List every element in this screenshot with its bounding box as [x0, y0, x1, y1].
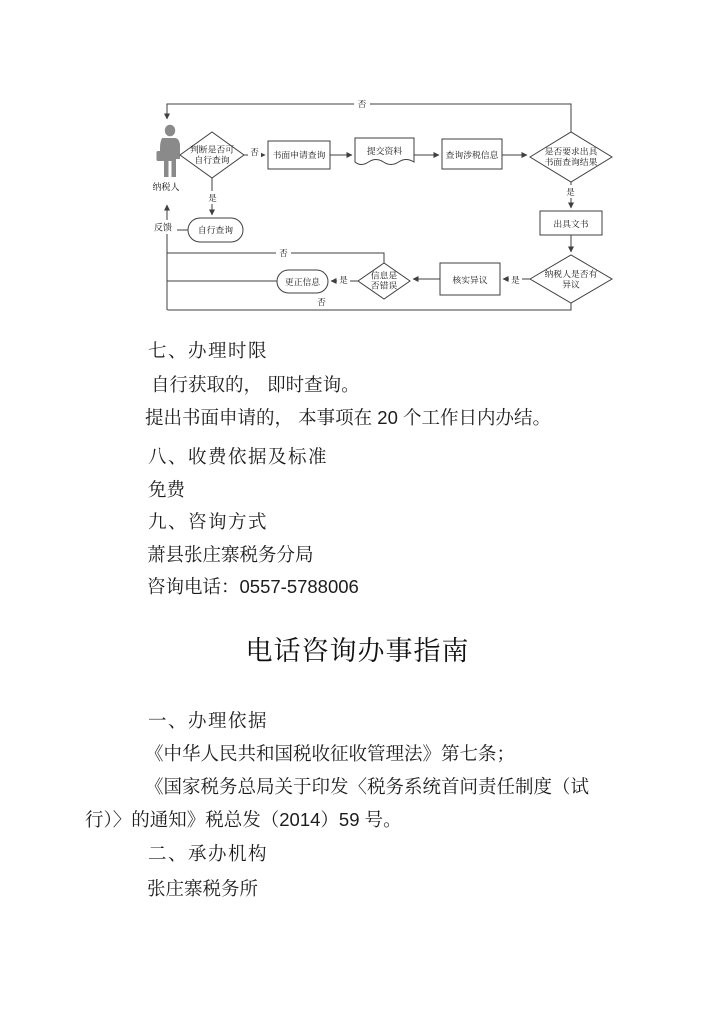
heading-agency: 二、承办机构 — [148, 843, 269, 864]
edge-label-no: 否 — [250, 147, 259, 157]
edge-d3-no-to-feedback — [168, 303, 572, 310]
step-correct-info-label: 更正信息 — [284, 277, 321, 287]
body-line: 《国家税务总局关于印发〈税务系统首问责任制度（试 — [145, 776, 590, 797]
decision-objection-label: 纳税人是否有 — [544, 269, 598, 279]
edge-label-no: 否 — [317, 297, 326, 307]
decision-can-self-query-label: 自行查询 — [194, 155, 230, 165]
edge-label-yes: 是 — [339, 275, 348, 285]
edge-label-yes: 是 — [208, 193, 217, 203]
decision-info-wrong-label: 信息是 — [370, 270, 398, 281]
decision-objection-label: 异议 — [562, 279, 580, 290]
edge-d4-no-to-feedback — [168, 253, 385, 263]
step-self-query-label: 自行查询 — [197, 225, 234, 235]
body-line: 行）〉的通知》税总发（2014）59 号。 — [85, 809, 402, 830]
edge-label-yes: 是 — [566, 187, 575, 197]
step-written-application-label: 书面申请查询 — [272, 150, 326, 160]
body-line: 免费 — [148, 479, 186, 500]
heading-fees: 八、收费依据及标准 — [148, 446, 329, 467]
heading-consult-method: 九、咨询方式 — [148, 511, 269, 532]
step-submit-materials-label: 提交资料 — [366, 146, 403, 156]
step-issue-document-label: 出具文书 — [553, 219, 589, 229]
edge-label-no: 否 — [357, 99, 367, 109]
decision-written-result-label: 是否要求出具 — [544, 146, 598, 157]
step-query-tax-info-label: 查询涉税信息 — [445, 150, 499, 160]
taxpayer-person-icon — [157, 125, 181, 177]
heading-time-limit: 七、办理时限 — [148, 340, 269, 361]
actor-label: 纳税人 — [152, 182, 180, 192]
edge-label-no: 否 — [279, 248, 288, 258]
decision-written-result-label: 书面查询结果 — [544, 157, 598, 167]
edge-label-yes: 是 — [511, 275, 520, 285]
decision-can-self-query-label: 判断是否可 — [190, 144, 234, 155]
body-line: 张庄寨税务所 — [147, 878, 259, 899]
step-verify-objection-label: 核实异议 — [452, 275, 488, 285]
body-line: 萧县张庄寨税务分局 — [147, 544, 314, 565]
heading-basis: 一、办理依据 — [148, 710, 269, 731]
body-line: 自行获取的， 即时查询。 — [151, 374, 360, 395]
page-title: 电话咨询办事指南 — [245, 636, 470, 666]
feedback-label: 反馈 — [153, 222, 173, 233]
body-line: 《中华人民共和国税收征收管理法》第七条； — [145, 743, 516, 764]
body-line-phone: 咨询电话：0557-5788006 — [147, 576, 359, 597]
decision-info-wrong-label: 否错误 — [370, 280, 398, 291]
body-line: 提出书面申请的， 本事项在 20 个工作日内办结。 — [145, 407, 551, 428]
flowchart — [140, 88, 670, 323]
